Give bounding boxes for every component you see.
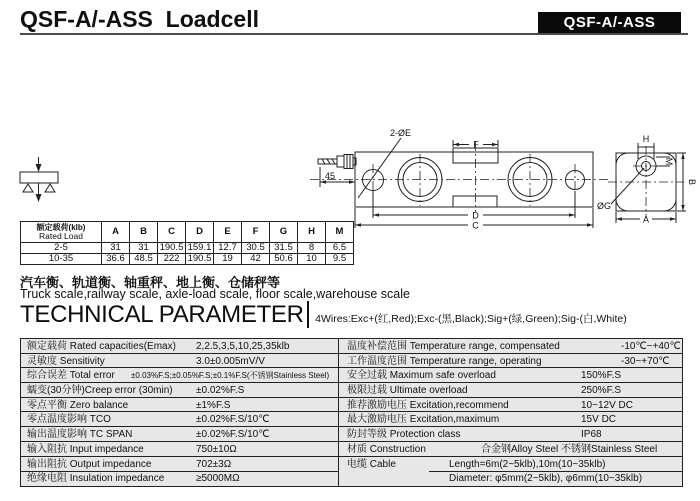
tech-label: 推荐激励电压 Excitation,recommend (347, 399, 509, 411)
section-heading (20, 301, 627, 328)
tech-value: 10~12V DC (581, 399, 633, 411)
tech-label: 蠕变(30分钟)Creep error (30min) (27, 385, 173, 397)
tech-row-cable (21, 457, 682, 472)
a-dim-label: A (642, 214, 650, 225)
tech-row (21, 398, 682, 413)
tech-label: 极限过载 Ultimate overload (347, 385, 468, 397)
section-divider-bar (307, 301, 310, 328)
tech-row (21, 383, 682, 398)
tech-value: 2,2.5,3,5,10,25,35klb (196, 341, 290, 352)
tech-label: 绝缘电阻 Insulation impedance (27, 473, 165, 485)
tech-value: -10℃~+40℃ (621, 341, 681, 352)
tech-value: Diameter: φ5mm(2~5klb), φ6mm(10~35klb) (449, 473, 643, 485)
tech-label: 输出温度影响 TC SPAN (27, 429, 133, 441)
dim-corner-en: Rated Load (39, 231, 83, 241)
c-dim-label: C (472, 220, 479, 231)
section-title: TECHNICAL PARAMETER (20, 301, 304, 328)
dim-row-load: 10-35 (21, 254, 102, 265)
tech-label: 工作温度范围 Temperature range, operating (347, 355, 542, 367)
tech-row (21, 471, 682, 486)
dim-cell: 19 (214, 254, 242, 265)
dim-col-header: E (214, 222, 242, 243)
b-dim-label: B (687, 178, 697, 186)
dim-col-header: A (102, 222, 130, 243)
dim-col-header: G (270, 222, 298, 243)
tech-parameter-table (20, 338, 683, 487)
tech-label: 零点平衡 Zero balance (27, 399, 129, 411)
dim-table-row (21, 254, 354, 265)
tech-row (21, 412, 682, 427)
dim-cell: 30.5 (242, 243, 270, 254)
tech-value: Length=6m(2~5klb),10m(10~35klb) (449, 458, 606, 470)
tech-row (21, 339, 682, 354)
tech-value: IP68 (581, 429, 602, 441)
dim-table-row (21, 243, 354, 254)
dim-col-header: H (298, 222, 326, 243)
dim-col-header: M (326, 222, 354, 243)
cable-dim-label: 45 (325, 171, 336, 181)
dim-table-header-row (21, 222, 354, 243)
dim-cell: 31 (102, 243, 130, 254)
h-dim-label: H (642, 134, 650, 144)
dim-col-header: F (242, 222, 270, 243)
tech-value: ±0.02%F.S (196, 385, 245, 397)
dim-cell: 190.5 (186, 254, 214, 265)
dim-col-header: D (186, 222, 214, 243)
tech-value: 15V DC (581, 414, 617, 426)
og-dim-label: ØG (597, 201, 612, 211)
f-dim-label: F (473, 139, 479, 150)
tech-label: 输入阻抗 Input impedance (27, 443, 144, 455)
wiring-note: 4Wires:Exc+(红,Red);Exc-(黑,Black);Sig+(绿,Green);Sig-(白,White) (315, 313, 627, 325)
tech-value: 250%F.S (581, 385, 622, 397)
dim-cell: 10 (298, 254, 326, 265)
tech-value: ±1%F.S (196, 399, 231, 411)
tech-value: 702±3Ω (196, 458, 232, 470)
dim-cell: 42 (242, 254, 270, 265)
applications-en: Truck scale,railway scale, axle-load scale, floor scale,warehouse scale (20, 287, 410, 301)
tech-label: 电缆 Cable (347, 458, 396, 470)
dim-cell: 31 (130, 243, 158, 254)
dim-cell: 9.5 (326, 254, 354, 265)
tech-value: ≥5000MΩ (196, 473, 240, 485)
dim-cell: 8 (298, 243, 326, 254)
dim-col-header: C (158, 222, 186, 243)
tech-label: 最大激励电压 Excitation,maximum (347, 414, 500, 426)
tech-label: 输出阻抗 Output impedance (27, 458, 152, 470)
load-schematic (20, 157, 58, 202)
m-dim-label: M (664, 157, 674, 166)
dim-cell: 48.5 (130, 254, 158, 265)
model-badge: QSF-A/-ASS (538, 12, 681, 33)
tech-value: ±0.02%F.S/10℃ (196, 429, 270, 441)
tech-value: 750±10Ω (196, 443, 237, 455)
tech-label: 温度补偿范围 Temperature range, compensated (347, 341, 560, 352)
tech-row (21, 354, 682, 369)
tech-row (21, 427, 682, 442)
tech-label: 防封等级 Protection class (347, 429, 461, 441)
tech-value: 150%F.S (581, 370, 622, 382)
dim-cell: 159.1 (186, 243, 214, 254)
dim-cell: 50.6 (270, 254, 298, 265)
tech-label: 灵敏度 Sensitivity (27, 355, 105, 367)
tech-label: 额定载荷 Rated capacities(Emax) (27, 341, 176, 352)
dim-table-corner (21, 222, 102, 243)
d-dim-label: D (472, 210, 479, 221)
dim-row-load: 2-5 (21, 243, 102, 254)
tech-label: 材质 Construction (347, 443, 426, 455)
dimension-table (20, 221, 354, 265)
tech-value: ±0.03%F.S;±0.05%F.S;±0.1%F.S(不锈钢Stainless Steel) (131, 371, 330, 381)
tech-value: ±0.02%F.S/10℃ (196, 414, 270, 426)
loadcell-top-view (310, 128, 610, 231)
dim-cell: 12.7 (214, 243, 242, 254)
dim-cell: 36.6 (102, 254, 130, 265)
tech-row (21, 368, 682, 383)
tech-label: 综合误差 Total error (27, 370, 115, 382)
applications-cn: 汽车衡、轨道衡、轴重秤、地上衡、仓储秤等 (20, 275, 281, 290)
dim-cell: 190.5 (158, 243, 186, 254)
hole-callout: 2-ØE (390, 128, 412, 138)
dim-col-header: B (130, 222, 158, 243)
tech-label: 安全过载 Maximum safe overload (347, 370, 496, 382)
tech-value: 合金钢Alloy Steel 不锈钢Stainless Steel (481, 443, 658, 455)
dim-cell: 31.5 (270, 243, 298, 254)
page-title: QSF-A/-ASS Loadcell (20, 6, 259, 32)
tech-value: -30~+70℃ (621, 355, 670, 367)
dim-cell: 6.5 (326, 243, 354, 254)
tech-label: 零点温度影响 TCO (27, 414, 111, 426)
tech-row (21, 442, 682, 457)
dim-corner-cn: 额定载荷(klb) (36, 223, 86, 232)
dim-cell: 222 (158, 254, 186, 265)
loadcell-end-view (597, 134, 697, 225)
technical-drawing (0, 0, 700, 240)
tech-value: 3.0±0.005mV/V (196, 355, 265, 367)
